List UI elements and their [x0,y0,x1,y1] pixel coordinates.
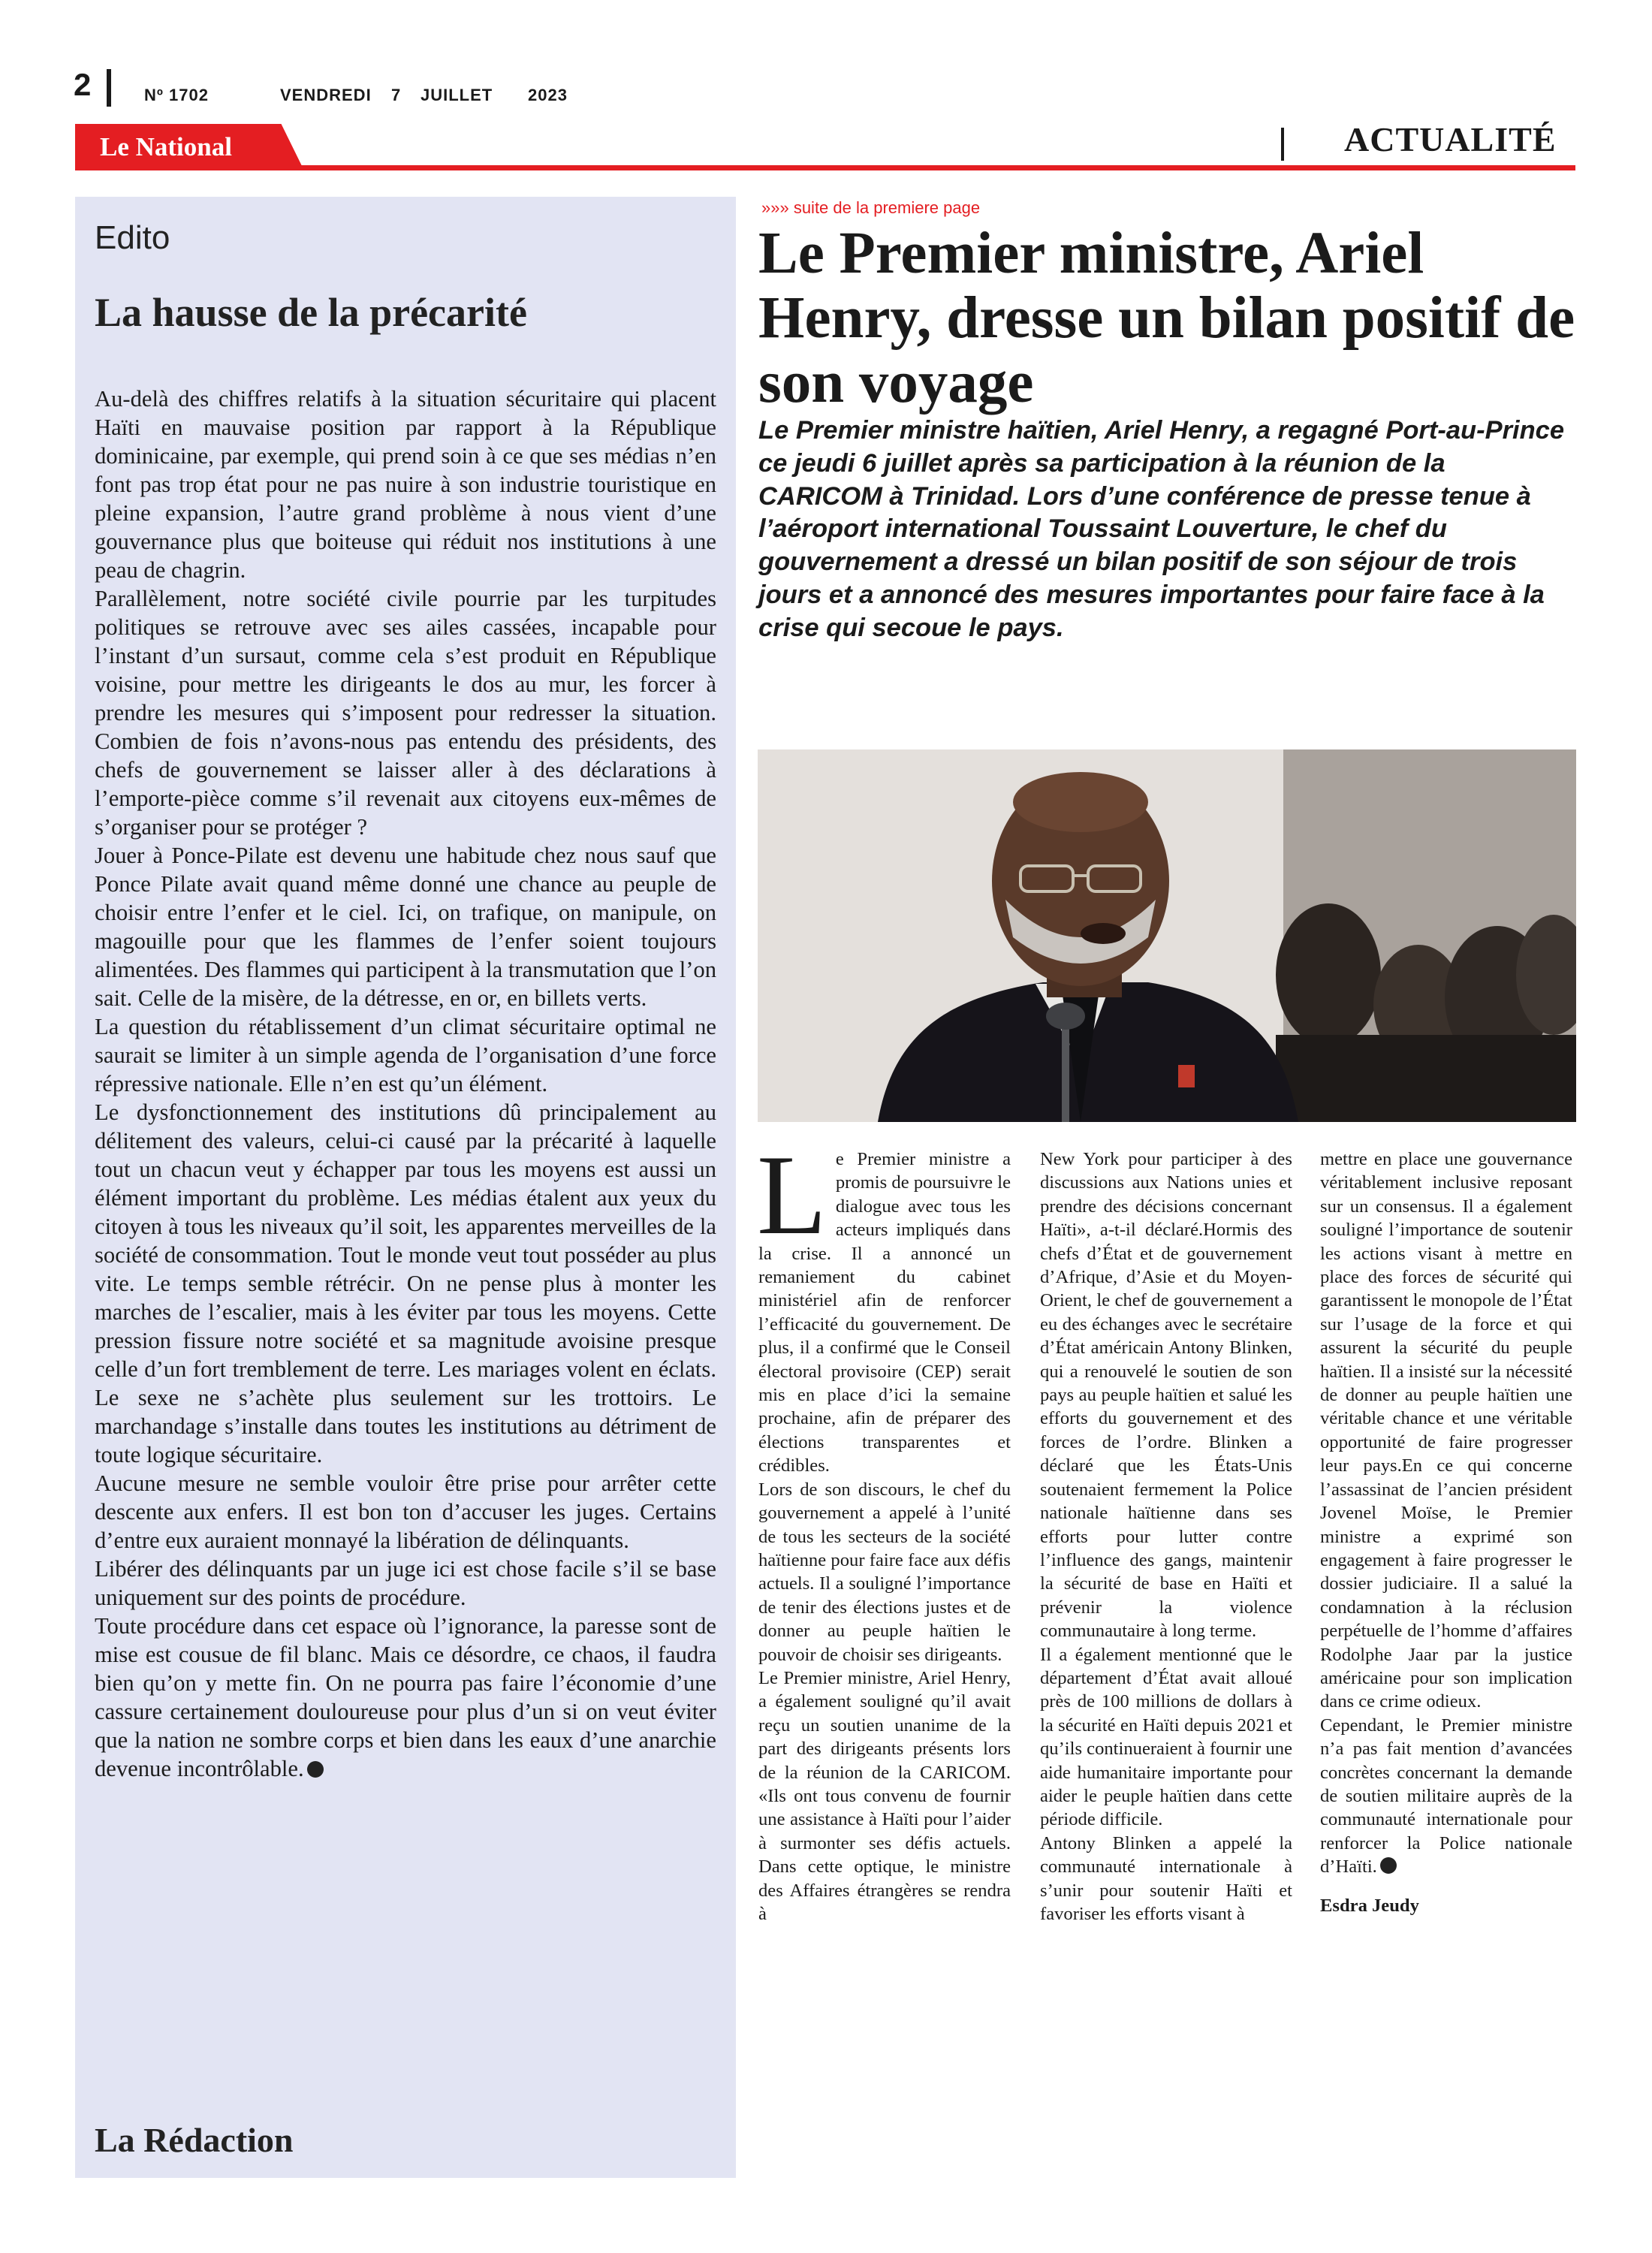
brand-name: Le National [100,132,232,161]
article-paragraph: Il a également mentionné que le département d’État avait alloué près de 100 millions de dollars à la sécurité en Haïti depuis 2021 et qu’ils continueraient à fournir une aide humanitaire importante pour aider le peuple haïtien dans cette période difficile. [1040,1644,1293,1830]
edito-kicker: Edito [95,219,170,256]
edito-paragraph-text: Toute procédure dans cet espace où l’ignorance, la paresse sont de mise est cousue de fil blanc. Mais ce désordre, ce chaos, il faudra bien qu’on y mette fin. On ne pourra pas faire l’économie d’une cassure certainement douloureuse pour plus d’un si on veut éviter que la nation ne sombre corps et bien dans les eaux d’une anarchie devenue incontrôlable. [95,1613,716,1781]
article-column-2 [1040,1148,1292,1926]
edito-paragraph: Au-delà des chiffres relatifs à la situation sécuritaire qui placent Haïti en mauvaise position par rapport à la République dominicaine, par exemple, qui prend soin à ce que ses médias n’en font pas trop état pour ne pas nuire à son industrie touristique en pleine expansion, l’autre grand problème à nous vient d’une gouvernance plus que boiteuse qui réduit nos institutions à une peau de chagrin. [95,386,716,583]
drop-cap: L [757,1132,827,1258]
issue-date-num: 7 [391,86,402,104]
end-mark-icon [1380,1857,1397,1874]
issue-number: Nº 1702 [144,86,209,104]
article-byline: Esdra Jeudy [1320,1895,1419,1916]
edito-paragraph: Parallèlement, notre société civile pourrie par les turpitudes politiques se retrouve avec ses ailes cassées, incapable pour l’instant d’un sursaut, comme cela s’est produit en République voisine, pour mettre les dirigeants le dos au mur, les forcer à prendre les mesures qui s’imposent pour redresser la situation. Combien de fois n’avons-nous pas entendu des présidents, des chefs de gouvernement se laisser aller à des déclarations à l’emporte-pièce comme s’il revenait aux citoyens eux-mêmes de s’organiser pour se protéger ? [95,586,716,840]
article-paragraph: Le Premier ministre, Ariel Henry, a également souligné qu’il avait reçu un soutien unanime de la part des dirigeants présents lors de la réunion de la CARICOM. «Ils ont tous convenu de fournir une assistance à Haïti pour l’aider à surmonter ses défis actuels. Dans cette optique, le ministre des Affaires étrangères se rendra à [758,1667,1011,1924]
page-number: 2 [74,67,92,102]
edito-paragraph-last [95,1612,716,1783]
continuation-note: »»» suite de la premiere page [761,198,981,217]
section-divider [1281,128,1284,161]
page-number-divider [107,69,111,107]
article-paragraph: e Premier ministre a promis de poursuivre le dialogue avec tous les acteurs impliqués dans la crise. Il a annoncé un remaniement du cabinet ministériel afin de renforcer l’efficacité du gouvernement. De plus, il a confirmé que le Conseil électoral provisoire (CEP) serait mis en place d’ici la semaine prochaine, afin de préparer des élections transparentes et crédibles. [758,1149,1011,1476]
edito-paragraph: Jouer à Ponce-Pilate est devenu une habitude chez nous sauf que Ponce Pilate avait quand même donné une chance au peuple de choisir entre l’enfer et le ciel. Ici, on trafique, on manipule, on magouille pour que les flammes de l’enfer soient toujours alimentées. Des flammes qui participent à la transmutation que l’on sait. Celle de la misère, de la détresse, en or, en billets verts. [95,843,716,1011]
end-mark-icon [307,1761,324,1778]
edito-signature: La Rédaction [95,2121,294,2159]
section-name: ACTUALITÉ [1344,120,1557,158]
article-paragraph: Lors de son discours, le chef du gouvernement a appelé à l’unité de tous les secteurs de la société haïtienne pour faire face aux défis actuels. Il a souligné l’importance de tenir des élections justes et de donner au peuple haïtien le pouvoir de choisir ses dirigeants. [758,1479,1011,1665]
issue-day: VENDREDI [280,86,372,104]
edito-paragraph: Libérer des délinquants par un juge ici est chose facile s’il se base uniquement sur des points de procédure. [95,1556,716,1610]
article-headline: Le Premier ministre, Ariel Henry, dresse un bilan positif de son voyage [758,221,1575,415]
press-conference-photo [758,749,1576,1122]
article-photo [758,749,1576,1122]
article-column-1 [757,1132,1011,1926]
header-rule [75,165,1575,170]
edito-body [95,385,716,1783]
issue-year: 2023 [528,86,568,104]
article-standfirst: Le Premier ministre haïtien, Ariel Henry, a regagné Port-au-Prince ce jeudi 6 juillet après sa participation à la réunion de la CARICOM à Trinidad. Lors d’une conférence de presse tenue à l’aéroport international Toussaint Louverture, le chef du gouvernement a dressé un bilan positif de son séjour de trois jours et a annoncé des mesures importantes pour faire face à la crise qui secoue le pays. [758,416,1565,642]
issue-month: JUILLET [421,86,493,104]
article-paragraph-text: Cependant, le Premier ministre n’a pas fait mention d’avancées concrètes concernant la demande de soutien militaire auprès de la communauté internationale pour renforcer la Police nationale d’Haïti. [1320,1715,1572,1878]
article-paragraph: Antony Blinken a appelé la communauté internationale à s’unir pour soutenir Haïti et favoriser les efforts visant à [1040,1832,1292,1924]
edito-title: La hausse de la précarité [95,290,527,335]
edito-paragraph: Le dysfonctionnement des institutions dû principalement au délitement des valeurs, celui-ci causé par la précarité à laquelle tout un chacun veut y échapper par tous les moyens est aussi un élément important du problème. Les médias étalent aux yeux du citoyen à tous les niveaux qu’il soit, les apparentes merveilles de la société de consommation. Tout le monde veut tout posséder au plus vite. Le temps semble rétrécir. On ne pense plus à monter les marches de l’escalier, mais à les éviter par tous les moyens. Cette pression fissure notre société et sa magnitude avoisine presque celle d’un fort tremblement de terre. Les mariages volent en éclats. Le sexe ne s’achète plus seulement sur les trottoirs. Le marchandage s’installe dans toutes les institutions au détriment de toute logique sécuritaire. [95,1099,716,1467]
edito-paragraph: Aucune mesure ne semble vouloir être prise pour arrêter cette descente aux enfers. Il est bon ton d’accuser les juges. Certains d’entre eux auraient monnayé la libération de délinquants. [95,1470,716,1553]
article-paragraph: mettre en place une gouvernance véritablement inclusive reposant sur un consensus. Il a également souligné l’importance de soutenir les actions visant à mettre en place des forces de sécurité qui garantissent le monopole de l’État sur l’usage de la force et qui assurent la sécurité du peuple haïtien. Il a insisté sur la nécessité de donner au peuple haïtien une véritable chance et une véritable opportunité de faire progresser leur pays.En ce qui concerne l’assassinat de l’ancien président Jovenel Moïse, le Premier ministre a exprimé son engagement à faire progresser le dossier judiciaire. Il a salué la condamnation à la réclusion perpétuelle de l’homme d’affaires Rodolphe Jaar par la justice américaine pour son implication dans ce crime odieux. [1320,1149,1573,1712]
article-column-3 [1320,1148,1572,1917]
article-paragraph-last [1320,1714,1572,1879]
article-paragraph: New York pour participer à des discussions aux Nations unies et prendre des décisions concernant Haïti», a-t-il déclaré.Hormis des chefs d’État et de gouvernement d’Afrique, d’Asie et du Moyen-Orient, le chef de gouvernement a eu des échanges avec le secrétaire d’État américain Antony Blinken, qui a renouvelé le soutien de son pays au peuple haïtien et salué les efforts du gouvernement et des forces de l’ordre. Blinken a déclaré que les États-Unis soutenaient fermement la Police nationale haïtienne dans ses efforts pour lutter contre l’influence des gangs, maintenir la sécurité de base en Haïti et prévenir la violence communautaire à long terme. [1040,1149,1292,1642]
edito-paragraph: La question du rétablissement d’un climat sécuritaire optimal ne saurait se limiter à un simple agenda de l’organisation d’une force répressive nationale. Elle n’en est qu’un élément. [95,1014,716,1096]
